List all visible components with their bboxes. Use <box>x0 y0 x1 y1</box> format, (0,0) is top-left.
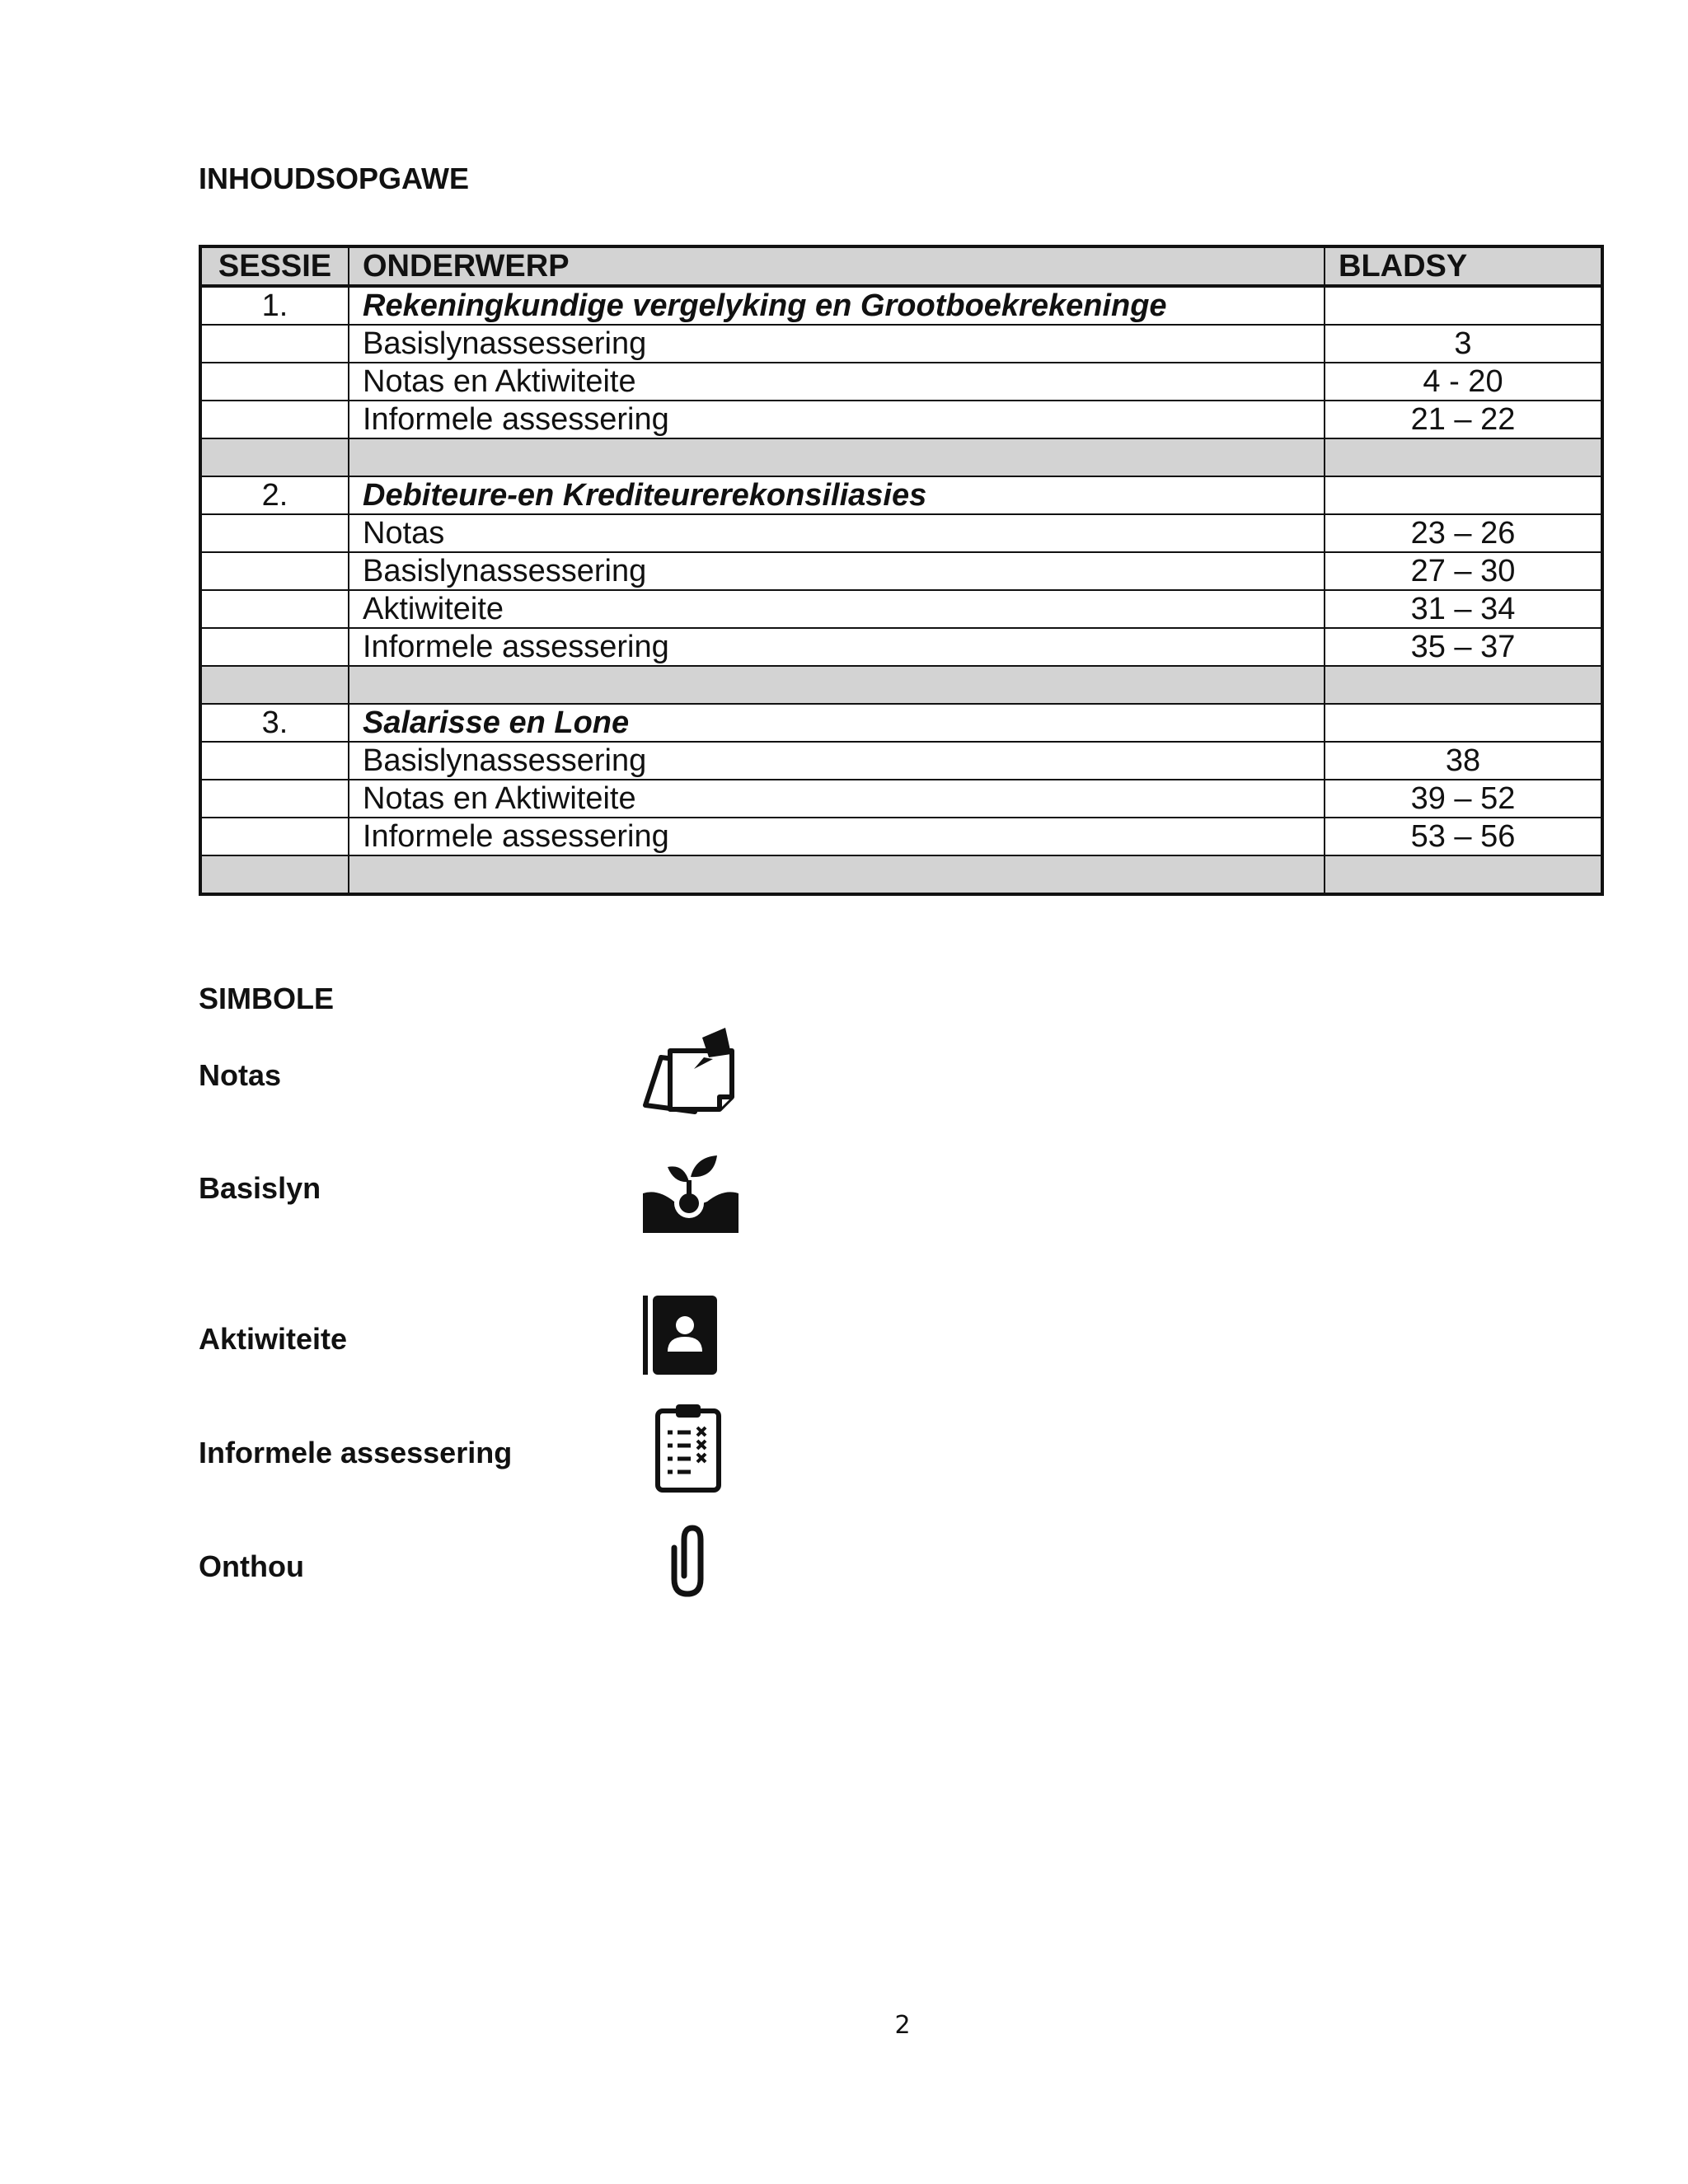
topic-cell: Notas en Aktiwiteite <box>349 780 1325 818</box>
topic-cell: Informele assessering <box>349 818 1325 855</box>
session-number: 1. <box>200 286 349 325</box>
symbol-label-basislyn: Basislyn <box>199 1171 321 1205</box>
pages-cell: 39 – 52 <box>1325 780 1602 818</box>
pages-cell: 27 – 30 <box>1325 552 1602 590</box>
spacer-row <box>200 855 1602 894</box>
contents-table <box>199 245 1604 896</box>
table-row <box>200 780 1602 818</box>
pages-cell: 3 <box>1325 325 1602 363</box>
session-title: Salarisse en Lone <box>349 704 1325 742</box>
table-header-row <box>200 246 1602 286</box>
topic-cell: Aktiwiteite <box>349 590 1325 628</box>
pages-cell: 53 – 56 <box>1325 818 1602 855</box>
symbols-heading: SIMBOLE <box>199 982 335 1015</box>
topic-cell: Notas en Aktiwiteite <box>349 363 1325 401</box>
sessie-cell-empty <box>200 363 349 401</box>
session-title-row <box>200 704 1602 742</box>
symbol-label-onthou: Onthou <box>199 1549 304 1583</box>
session-title-row <box>200 286 1602 325</box>
pages-cell: 38 <box>1325 742 1602 780</box>
seedling-icon <box>641 1152 740 1239</box>
pages-cell: 31 – 34 <box>1325 590 1602 628</box>
session-title: Rekeningkundige vergelyking en Grootboekrekeninge <box>349 286 1325 325</box>
topic-cell: Basislynassessering <box>349 552 1325 590</box>
spacer-row <box>200 438 1602 476</box>
session-pages-empty <box>1325 286 1602 325</box>
table-row <box>200 628 1602 666</box>
sessie-cell-empty <box>200 818 349 855</box>
session-title-row <box>200 476 1602 514</box>
session-title: Debiteure-en Krediteurerekonsiliasies <box>349 476 1325 514</box>
pages-cell: 21 – 22 <box>1325 401 1602 438</box>
topic-cell: Basislynassessering <box>349 742 1325 780</box>
page-number: 2 <box>894 2011 911 2040</box>
session-pages-empty <box>1325 704 1602 742</box>
header-onderwerp: ONDERWERP <box>349 246 1325 286</box>
header-bladsy: BLADSY <box>1325 246 1602 286</box>
symbol-label-notas: Notas <box>199 1058 282 1092</box>
table-row <box>200 363 1602 401</box>
sessie-cell-empty <box>200 325 349 363</box>
header-sessie: SESSIE <box>200 246 349 286</box>
table-row <box>200 401 1602 438</box>
paperclip-icon <box>663 1523 712 1603</box>
table-row <box>200 514 1602 552</box>
session-pages-empty <box>1325 476 1602 514</box>
clipboard-checklist-icon <box>654 1403 722 1497</box>
table-row <box>200 742 1602 780</box>
sessie-cell-empty <box>200 401 349 438</box>
sessie-cell-empty <box>200 628 349 666</box>
table-row <box>200 325 1602 363</box>
pages-cell: 4 - 20 <box>1325 363 1602 401</box>
session-number: 2. <box>200 476 349 514</box>
sessie-cell-empty <box>200 742 349 780</box>
topic-cell: Basislynassessering <box>349 325 1325 363</box>
table-row <box>200 590 1602 628</box>
contact-book-icon <box>643 1294 719 1380</box>
sessie-cell-empty <box>200 514 349 552</box>
spacer-row <box>200 666 1602 704</box>
sticky-notes-pin-icon <box>643 1026 750 1121</box>
session-number: 3. <box>200 704 349 742</box>
topic-cell: Informele assessering <box>349 401 1325 438</box>
sessie-cell-empty <box>200 590 349 628</box>
table-row <box>200 818 1602 855</box>
topic-cell: Informele assessering <box>349 628 1325 666</box>
table-row <box>200 552 1602 590</box>
toc-heading: INHOUDSOPGAWE <box>199 162 470 195</box>
topic-cell: Notas <box>349 514 1325 552</box>
pages-cell: 35 – 37 <box>1325 628 1602 666</box>
pages-cell: 23 – 26 <box>1325 514 1602 552</box>
symbol-label-informele-assessering: Informele assessering <box>199 1436 513 1469</box>
symbol-label-aktiwiteite: Aktiwiteite <box>199 1322 348 1356</box>
sessie-cell-empty <box>200 552 349 590</box>
sessie-cell-empty <box>200 780 349 818</box>
